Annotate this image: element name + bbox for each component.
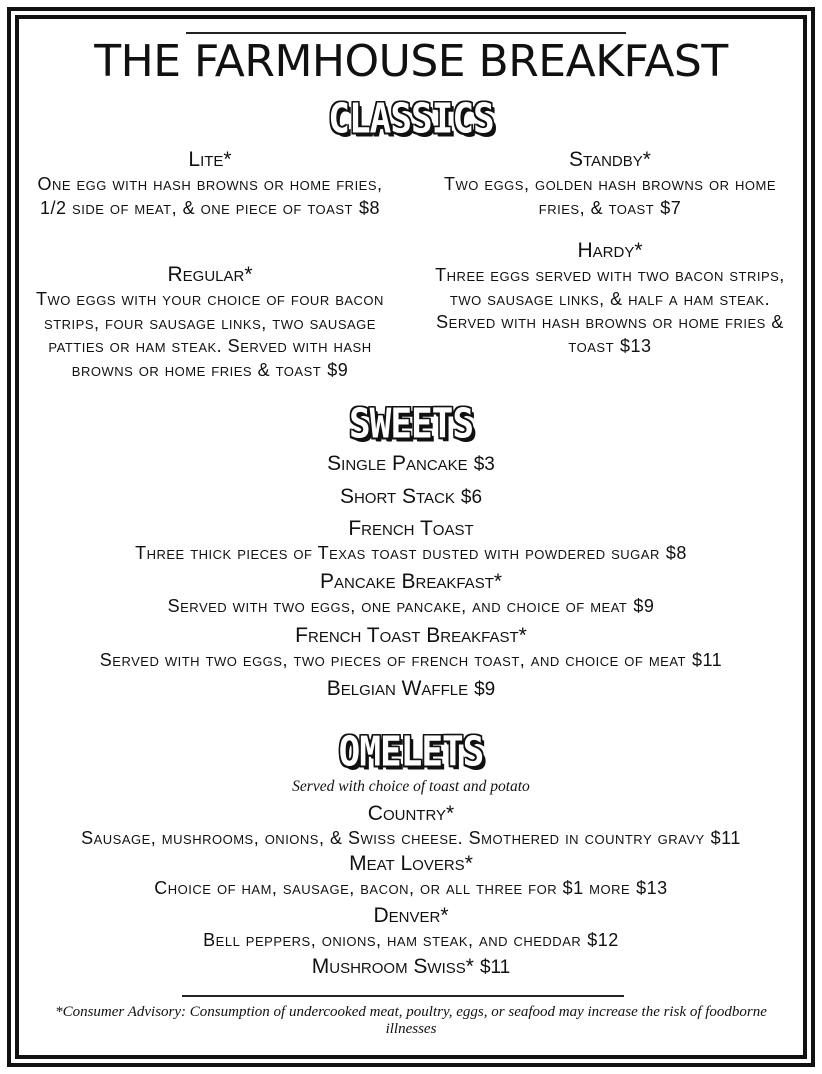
item-name: Regular*: [167, 263, 253, 286]
item-name: Belgian Waffle $9: [326, 677, 496, 700]
item-description: Three eggs served with two bacon strips, two sausage links, & half a ham steak. Served with hash browns or home fries & toast $13: [435, 265, 785, 356]
omelets-heading: OMELETS: [338, 728, 484, 776]
item-description: Three thick pieces of Texas toast dusted with powdered sugar $8: [135, 543, 687, 563]
item-name: Pancake Breakfast*: [319, 570, 503, 593]
item-name: Mushroom Swiss* $11: [311, 955, 511, 978]
menu-item-hardy: [428, 238, 792, 358]
menu-item-short-stack: [30, 484, 792, 511]
top-rule: [186, 32, 626, 34]
menu-item-single-pancake: [30, 451, 792, 478]
menu-item-pancake-breakfast: [30, 569, 792, 619]
item-price: $13: [636, 878, 668, 898]
menu-item-denver: [30, 903, 792, 953]
menu-item-french-toast-breakfast: [26, 623, 796, 673]
item-price: $12: [587, 930, 619, 950]
item-name: Denver*: [373, 904, 449, 927]
item-name: Single Pancake $3: [327, 452, 495, 475]
item-price: $9: [633, 596, 655, 616]
menu-item-french-toast: [30, 516, 792, 566]
item-description: Sausage, mushrooms, onions, & Swiss cheese. Smothered in country gravy $11: [81, 828, 741, 848]
menu-title: THE FARMHOUSE BREAKFAST: [94, 36, 728, 87]
item-description: Two eggs, golden hash browns or home fries, & toast $7: [444, 174, 776, 218]
item-description: Choice of ham, sausage, bacon, or all three for $1 more $13: [154, 878, 668, 898]
item-price: $11: [710, 828, 741, 848]
menu-item-standby: [432, 147, 788, 220]
item-name: Lite*: [188, 148, 232, 171]
omelets-note: Served with choice of toast and potato: [292, 778, 530, 795]
item-price: $9: [474, 679, 496, 700]
menu-item-regular: [30, 262, 390, 382]
menu-item-belgian-waffle: [30, 676, 792, 703]
item-name: Short Stack $6: [339, 485, 483, 508]
item-price: $11: [692, 650, 723, 670]
menu-item-lite: [30, 147, 390, 220]
menu-item-country: [26, 801, 796, 851]
item-name: Hardy*: [577, 239, 643, 262]
item-price: $6: [460, 487, 483, 508]
item-description: Two eggs with your choice of four bacon strips, four sausage links, two sausage patties or ham steak. Served with hash browns or home fries & toast $9: [36, 289, 384, 380]
item-description: One egg with hash browns or home fries, 1/2 side of meat, & one piece of toast $8: [37, 174, 383, 218]
item-price: $13: [620, 335, 652, 356]
item-name: Country*: [367, 802, 455, 825]
item-price: $9: [327, 359, 349, 380]
item-price: $8: [665, 543, 687, 563]
sweets-heading: SWEETS: [348, 400, 474, 448]
consumer-advisory: *Consumer Advisory: Consumption of undercooked meat, poultry, eggs, or seafood may increase the risk of foodborne illnesses: [55, 1004, 767, 1037]
item-price: $11: [479, 957, 511, 978]
item-price: $7: [660, 197, 682, 218]
item-description: Bell peppers, onions, ham steak, and cheddar $12: [203, 930, 619, 950]
item-name: Standby*: [569, 148, 651, 171]
menu-item-mushroom-swiss: [30, 954, 792, 981]
item-description: Served with two eggs, one pancake, and choice of meat $9: [167, 596, 655, 616]
item-description: Served with two eggs, two pieces of french toast, and choice of meat $11: [99, 650, 723, 670]
item-name: French Toast: [348, 517, 474, 540]
item-price: $8: [358, 197, 380, 218]
bottom-rule: [182, 995, 624, 997]
classics-heading: CLASSICS: [328, 95, 494, 143]
item-name: French Toast Breakfast*: [295, 624, 527, 647]
item-name: Meat Lovers*: [349, 852, 473, 875]
menu-item-meat-lovers: [30, 851, 792, 901]
item-price: $3: [473, 454, 495, 475]
